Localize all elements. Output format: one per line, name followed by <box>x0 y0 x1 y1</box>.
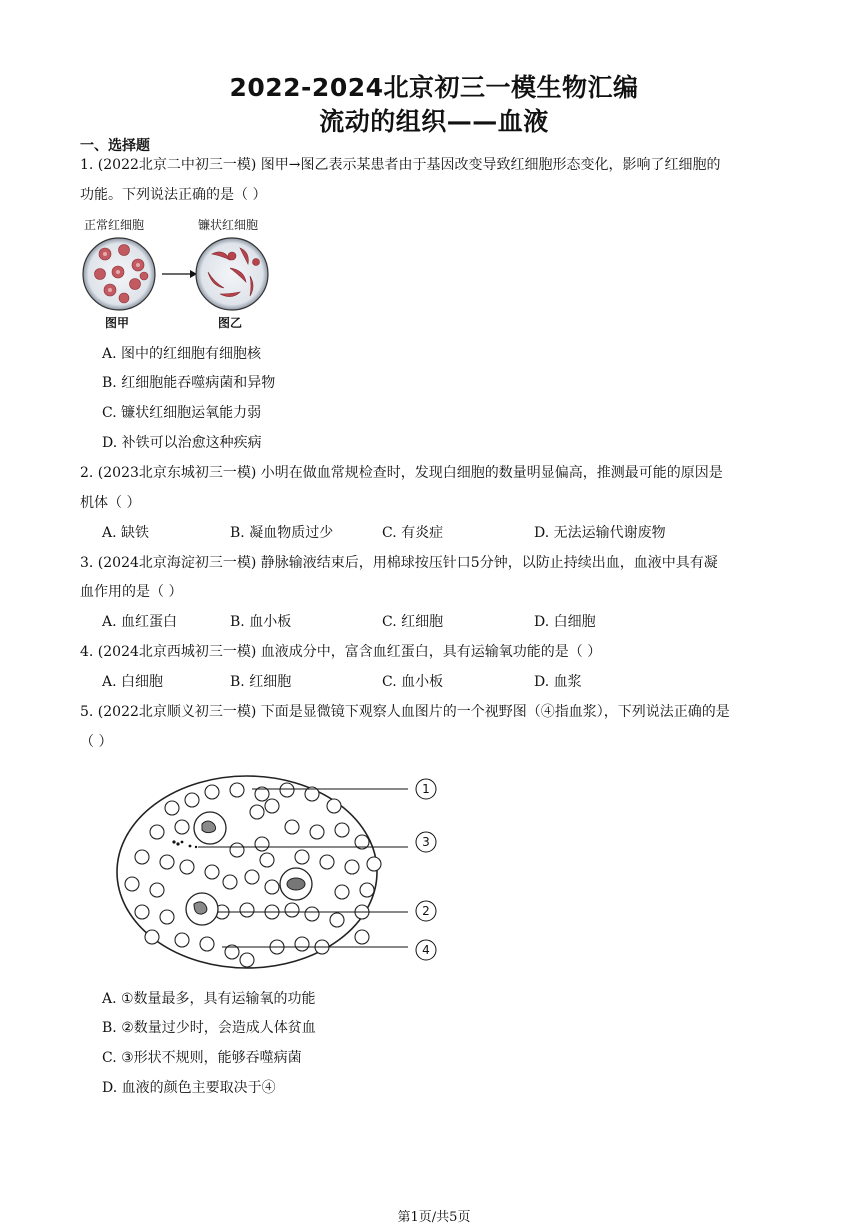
q1-stem-line1: 1. (2022北京二中初三一模) 图甲→图乙表示某患者由于基因改变导致红细胞形态变化，影响了红细胞的 <box>80 157 721 173</box>
callout-1-label: 1 <box>422 782 430 796</box>
q2-option-a[interactable]: A. 缺铁 <box>102 525 150 541</box>
q2-option-b[interactable]: B. 凝血物质过少 <box>230 525 334 541</box>
q1-option-a[interactable]: A. 图中的红细胞有细胞核 <box>102 346 262 362</box>
q5-option-d[interactable]: D. 血液的颜色主要取决于④ <box>102 1080 276 1096</box>
q3-option-a[interactable]: A. 血红蛋白 <box>102 614 178 630</box>
q2-stem-line1: 2. (2023北京东城初三一模) 小明在做血常规检查时，发现白细胞的数量明显偏高，推测最可能的原因是 <box>80 465 723 481</box>
callout-4-label: 4 <box>422 943 430 957</box>
q1-option-b[interactable]: B. 红细胞能吞噬病菌和异物 <box>102 375 276 391</box>
q1-rbc-figure <box>80 232 280 318</box>
q5-option-a[interactable]: A. ①数量最多，具有运输氧的功能 <box>102 991 316 1007</box>
q3-option-c[interactable]: C. 红细胞 <box>382 614 444 630</box>
q2-option-c[interactable]: C. 有炎症 <box>382 525 444 541</box>
q1-label-sickle: 镰状红细胞 <box>198 218 259 232</box>
q3-stem-line2: 血作用的是（ ） <box>80 584 183 600</box>
callout-3-label: 3 <box>422 835 430 849</box>
q5-option-c[interactable]: C. ③形状不规则，能够吞噬病菌 <box>102 1050 302 1066</box>
q1-option-c[interactable]: C. 镰状红细胞运氧能力弱 <box>102 405 262 421</box>
section-heading: 一、选择题 <box>80 138 150 154</box>
q3-option-d[interactable]: D. 白细胞 <box>534 614 596 630</box>
q5-stem-line1: 5. (2022北京顺义初三一模) 下面是显微镜下观察人血图片的一个视野图（④指血浆），下列说法正确的是 <box>80 704 730 720</box>
q3-stem-line1: 3. (2024北京海淀初三一模) 静脉输液结束后，用棉球按压针口5分钟，以防止持续出血，血液中具有凝 <box>80 555 718 571</box>
q4-option-b[interactable]: B. 红细胞 <box>230 674 292 690</box>
sickle-slide-circle <box>196 238 268 310</box>
page-subtitle: 流动的组织——血液 <box>319 107 549 136</box>
q1-option-d[interactable]: D. 补铁可以治愈这种疾病 <box>102 435 262 451</box>
q4-option-a[interactable]: A. 白细胞 <box>102 674 164 690</box>
q1-caption-a: 图甲 <box>105 316 130 330</box>
q5-blood-smear-figure <box>112 772 448 972</box>
page-number: 第1页/共5页 <box>397 1210 471 1225</box>
q2-option-d[interactable]: D. 无法运输代谢废物 <box>534 525 666 541</box>
q4-stem-line1: 4. (2024北京西城初三一模) 血液成分中，富含血红蛋白，具有运输氧功能的是（ ） <box>80 644 602 660</box>
q3-option-b[interactable]: B. 血小板 <box>230 614 292 630</box>
q1-label-normal: 正常红细胞 <box>84 218 145 232</box>
q4-option-c[interactable]: C. 血小板 <box>382 674 444 690</box>
q5-option-b[interactable]: B. ②数量过少时，会造成人体贫血 <box>102 1020 316 1036</box>
page-title: 2022-2024北京初三一模生物汇编 <box>229 73 639 102</box>
q5-stem-line2: （ ） <box>80 734 113 750</box>
q1-stem-line2: 功能。下列说法正确的是（ ） <box>80 187 267 203</box>
q1-caption-b: 图乙 <box>218 316 243 330</box>
q2-stem-line2: 机体（ ） <box>80 495 141 511</box>
callout-2-label: 2 <box>422 904 430 918</box>
q4-option-d[interactable]: D. 血浆 <box>534 674 582 690</box>
